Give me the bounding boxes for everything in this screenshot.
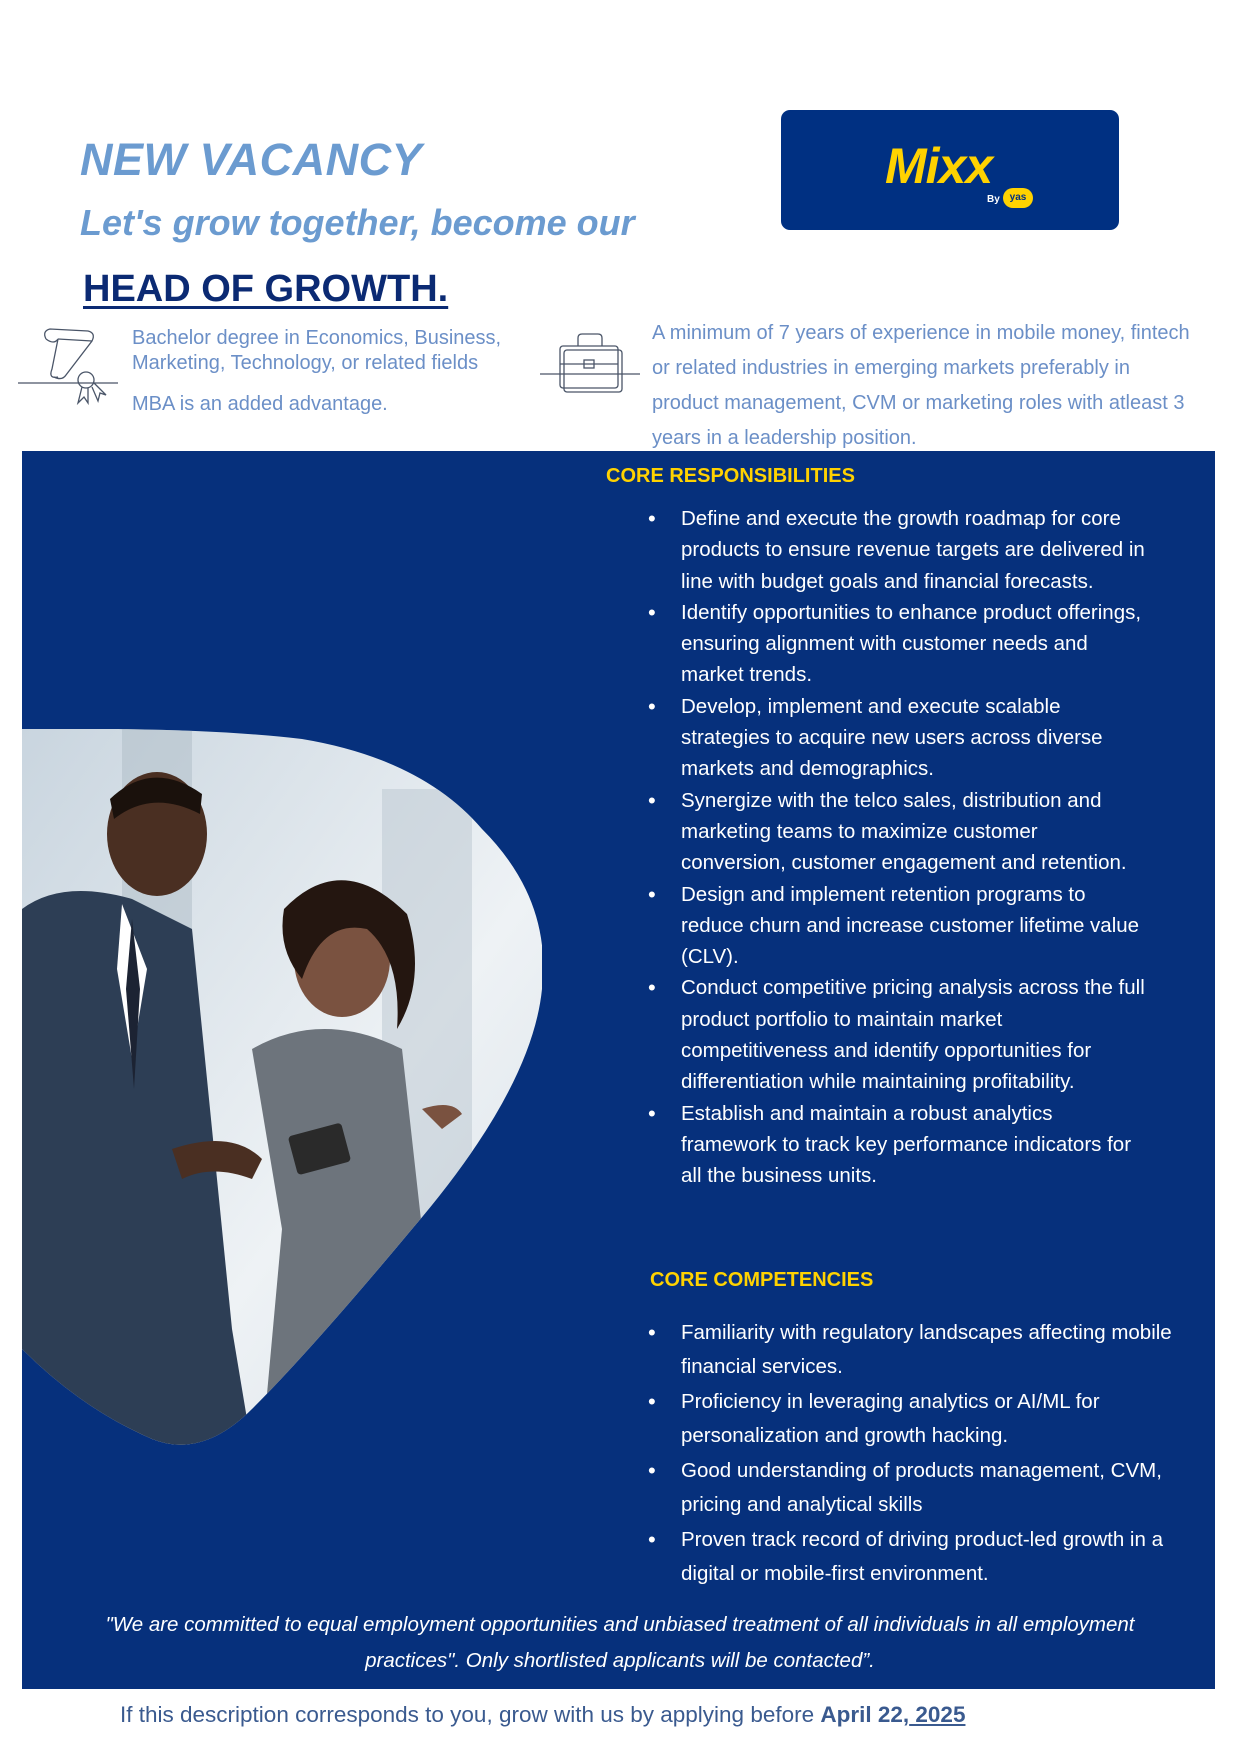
logo-yas-badge: yas [1003,188,1033,208]
list-item: • Familiarity with regulatory landscapes affecting mobile financial services. [648,1316,1208,1384]
competencies-list [648,1316,1208,1592]
list-item: • Conduct competitive pricing analysis across the full product portfolio to maintain market competitiveness and identify opportunities for differentiation while maintaining profitability. [648,972,1148,1097]
deadline-date: April 22, [820,1702,910,1727]
list-item: • Identify opportunities to enhance product offerings, ensuring alignment with customer needs and market trends. [648,597,1148,691]
logo-by-text: By [987,194,1000,205]
list-item: • Design and implement retention programs to reduce churn and increase customer lifetime value (CLV). [648,879,1148,973]
list-item: • Good understanding of products management, CVM, pricing and analytical skills [648,1454,1208,1522]
mba-note: MBA is an added advantage. [132,393,388,415]
equal-opportunity-statement: "We are committed to equal employment opportunities and unbiased treatment of all individuals in all employment practices". Only shortlisted applicants will be contacted”. [105,1613,1135,1672]
application-deadline [120,1702,965,1728]
team-photo [22,729,542,1449]
list-item: • Define and execute the growth roadmap for core products to ensure revenue targets are delivered in line with budget goals and financial forecasts. [648,503,1148,597]
diploma-icon [18,325,128,409]
list-item: • Establish and maintain a robust analytics framework to track key performance indicators for all the business units. [648,1098,1148,1192]
competencies-heading: CORE COMPETENCIES [650,1269,874,1291]
experience-requirement: A minimum of 7 years of experience in mobile money, fintech or related industries in emerging markets preferably in product management, CVM or marketing roles with atleast 3 years in a leadership position. [652,322,1190,449]
list-item: • Develop, implement and execute scalable strategies to acquire new users across diverse markets and demographics. [648,691,1148,785]
list-item: • Proven track record of driving product-led growth in a digital or mobile-first environment. [648,1523,1208,1591]
responsibilities-heading: CORE RESPONSIBILITIES [606,465,855,487]
education-requirement: Bachelor degree in Economics, Business, Marketing, Technology, or related fields [132,327,502,374]
mixx-logo [781,110,1119,230]
deadline-year: 2025 [909,1702,966,1727]
header-tagline: Let's grow together, become our [80,202,635,243]
header-new-vacancy: NEW VACANCY [80,134,423,185]
deadline-prefix: If this description corresponds to you, grow with us by applying before [120,1702,821,1727]
list-item: • Synergize with the telco sales, distribution and marketing teams to maximize customer conversion, customer engagement and retention. [648,785,1148,879]
logo-wordmark: Mixx [885,138,993,194]
responsibilities-list [648,503,1148,1192]
job-title: HEAD OF GROWTH. [83,268,449,310]
list-item: • Proficiency in leveraging analytics or AI/ML for personalization and growth hacking. [648,1385,1208,1453]
briefcase-icon [540,330,644,394]
